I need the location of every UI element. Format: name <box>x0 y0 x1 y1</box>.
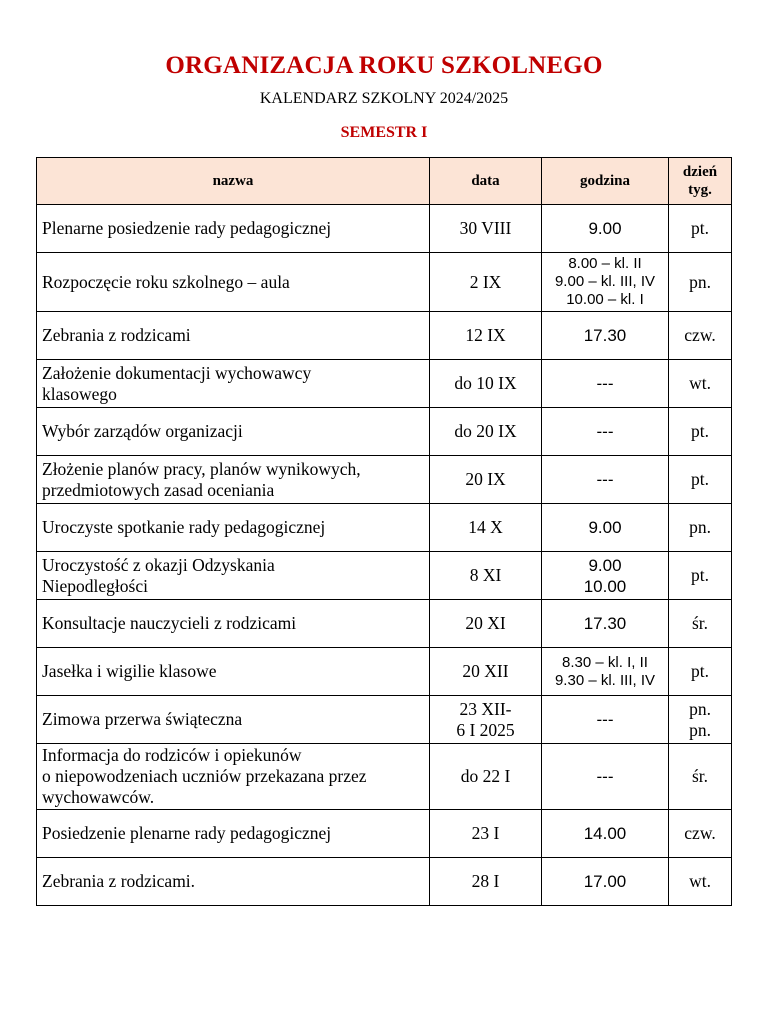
table-row <box>37 858 732 906</box>
cell-date <box>430 696 542 744</box>
cell-day-line: pn. <box>689 719 711 740</box>
cell-day-line: czw. <box>684 823 716 843</box>
cell-name-line: Niepodległości <box>42 575 148 596</box>
cell-date-line: do 20 IX <box>454 421 517 441</box>
cell-day <box>669 312 732 360</box>
cell-time <box>542 744 669 810</box>
table-row <box>37 696 732 744</box>
cell-name-line: Uroczyste spotkanie rady pedagogicznej <box>42 517 326 537</box>
cell-name-line: Zebrania z rodzicami <box>42 325 191 345</box>
cell-name-line: Posiedzenie plenarne rady pedagogicznej <box>42 823 332 843</box>
page-subtitle: KALENDARZ SZKOLNY 2024/2025 <box>259 90 509 107</box>
cell-date-line: 8 XI <box>469 565 502 585</box>
table-row <box>37 253 732 312</box>
cell-date <box>430 456 542 504</box>
cell-date <box>430 648 542 696</box>
cell-time-line: --- <box>596 767 614 786</box>
header-dzien-line1: dzień <box>682 164 718 180</box>
cell-name <box>37 504 430 552</box>
cell-name <box>37 205 430 253</box>
cell-name-line: Założenie dokumentacji wychowawcy <box>42 362 312 383</box>
cell-date-line: 20 IX <box>465 469 506 489</box>
cell-date-line: 23 XII- <box>459 698 512 719</box>
page-title: ORGANIZACJA ROKU SZKOLNEGO <box>165 52 603 79</box>
cell-day-line: śr. <box>691 613 709 633</box>
cell-time <box>542 810 669 858</box>
cell-name-line: Zimowa przerwa świąteczna <box>42 709 243 729</box>
cell-name-line: Złożenie planów pracy, planów wynikowych, <box>42 458 361 479</box>
cell-day <box>669 408 732 456</box>
cell-time-line: 10.00 <box>583 576 627 596</box>
cell-name <box>37 253 430 312</box>
cell-date-line: 20 XII <box>462 661 509 681</box>
cell-date-line: 2 IX <box>469 271 502 292</box>
cell-day-line: czw. <box>684 325 716 345</box>
cell-date-line: do 10 IX <box>454 373 517 393</box>
cell-date-line: do 22 I <box>460 766 511 786</box>
table-row <box>37 552 732 600</box>
cell-time-line: 9.00 – kl. III, IV <box>554 273 656 290</box>
cell-name-line: Informacja do rodziców i opiekunów <box>42 745 302 765</box>
cell-date-line: 20 XI <box>465 613 506 633</box>
cell-name <box>37 456 430 504</box>
cell-date <box>430 205 542 253</box>
cell-name-line: Jasełka i wigilie klasowe <box>42 661 217 681</box>
cell-time-line: 17.30 <box>583 614 627 633</box>
cell-time <box>542 600 669 648</box>
cell-day-line: pn. <box>689 271 711 292</box>
cell-date <box>430 253 542 312</box>
cell-day <box>669 600 732 648</box>
cell-time <box>542 696 669 744</box>
cell-time <box>542 552 669 600</box>
table-row <box>37 744 732 810</box>
cell-day-line: pt. <box>691 421 709 441</box>
cell-name <box>37 312 430 360</box>
cell-day <box>669 696 732 744</box>
cell-time-line: --- <box>596 374 614 393</box>
cell-day-line: pn. <box>689 517 711 537</box>
cell-name <box>37 696 430 744</box>
cell-time-line: 9.00 <box>588 219 622 238</box>
cell-day <box>669 205 732 253</box>
cell-name-line: o niepowodzeniach uczniów przekazana przez <box>42 766 367 786</box>
cell-day <box>669 456 732 504</box>
cell-day-line: wt. <box>689 373 711 393</box>
cell-date <box>430 408 542 456</box>
cell-day-line: wt. <box>689 871 711 891</box>
cell-date-line: 30 VIII <box>459 218 512 238</box>
table-row <box>37 408 732 456</box>
cell-day-line: śr. <box>691 766 709 786</box>
cell-date <box>430 360 542 408</box>
table-row <box>37 205 732 253</box>
cell-day-line: pt. <box>691 218 709 238</box>
cell-name-line: Uroczystość z okazji Odzyskania <box>42 554 275 575</box>
cell-time <box>542 312 669 360</box>
cell-date <box>430 744 542 810</box>
header-nazwa: nazwa <box>37 158 430 205</box>
cell-name <box>37 408 430 456</box>
cell-time-line: 9.00 <box>588 555 622 575</box>
cell-date <box>430 810 542 858</box>
cell-time <box>542 253 669 312</box>
cell-time-line: --- <box>596 710 614 729</box>
cell-date-line: 12 IX <box>465 325 506 345</box>
cell-time <box>542 456 669 504</box>
cell-date <box>430 600 542 648</box>
cell-name-line: Plenarne posiedzenie rady pedagogicznej <box>42 218 332 238</box>
cell-name <box>37 360 430 408</box>
cell-date <box>430 504 542 552</box>
cell-date-line: 6 I 2025 <box>456 719 515 740</box>
cell-time <box>542 360 669 408</box>
cell-date-line: 14 X <box>468 517 503 537</box>
cell-time-line: 10.00 – kl. I <box>566 291 644 308</box>
semester-heading: SEMESTR I <box>340 124 428 141</box>
cell-name <box>37 858 430 906</box>
cell-day <box>669 810 732 858</box>
header-data: data <box>430 158 542 205</box>
cell-name-line: Rozpoczęcie roku szkolnego – aula <box>42 271 290 292</box>
cell-day <box>669 744 732 810</box>
cell-name <box>37 744 430 810</box>
cell-date-line: 28 I <box>471 871 500 891</box>
cell-day-line: pt. <box>691 661 709 681</box>
cell-time-line: 8.30 – kl. I, II <box>562 653 648 671</box>
cell-name-line: Konsultacje nauczycieli z rodzicami <box>42 613 297 633</box>
cell-day-line: pn. <box>689 698 711 719</box>
cell-day-line: pt. <box>691 565 709 585</box>
table-row <box>37 312 732 360</box>
table-row <box>37 600 732 648</box>
table-row <box>37 648 732 696</box>
table-header-row <box>37 158 732 205</box>
cell-time <box>542 408 669 456</box>
cell-time-line: 14.00 <box>583 824 627 843</box>
table-row <box>37 810 732 858</box>
header-dzien-line2: tyg. <box>688 182 712 198</box>
table-row <box>37 504 732 552</box>
cell-time <box>542 504 669 552</box>
cell-name-line: Wybór zarządów organizacji <box>42 421 243 441</box>
cell-time-line: --- <box>596 422 614 441</box>
cell-time-line: 9.30 – kl. III, IV <box>554 671 656 689</box>
cell-time-line: 9.00 <box>588 518 622 537</box>
cell-name <box>37 600 430 648</box>
cell-day <box>669 858 732 906</box>
cell-time <box>542 205 669 253</box>
header-dzien-tyg <box>669 158 732 205</box>
cell-time <box>542 858 669 906</box>
cell-time-line: --- <box>596 470 614 489</box>
cell-day <box>669 648 732 696</box>
header-godzina: godzina <box>542 158 669 205</box>
cell-name-line: klasowego <box>42 383 117 404</box>
cell-name <box>37 810 430 858</box>
cell-day <box>669 504 732 552</box>
table-row <box>37 360 732 408</box>
cell-date <box>430 858 542 906</box>
cell-name <box>37 552 430 600</box>
cell-time-line: 17.00 <box>583 872 627 891</box>
cell-date <box>430 552 542 600</box>
table-row <box>37 456 732 504</box>
cell-name-line: Zebrania z rodzicami. <box>42 871 196 891</box>
cell-date <box>430 312 542 360</box>
cell-day-line: pt. <box>691 469 709 489</box>
cell-day <box>669 552 732 600</box>
cell-day <box>669 253 732 312</box>
cell-name <box>37 648 430 696</box>
cell-day <box>669 360 732 408</box>
cell-time-line: 17.30 <box>583 326 627 345</box>
cell-time-line: 8.00 – kl. II <box>568 255 642 272</box>
cell-date-line: 23 I <box>471 823 500 843</box>
cell-name-line: przedmiotowych zasad oceniania <box>42 479 275 500</box>
schedule-table <box>36 157 732 906</box>
cell-time <box>542 648 669 696</box>
cell-name-line: wychowawców. <box>42 787 155 807</box>
